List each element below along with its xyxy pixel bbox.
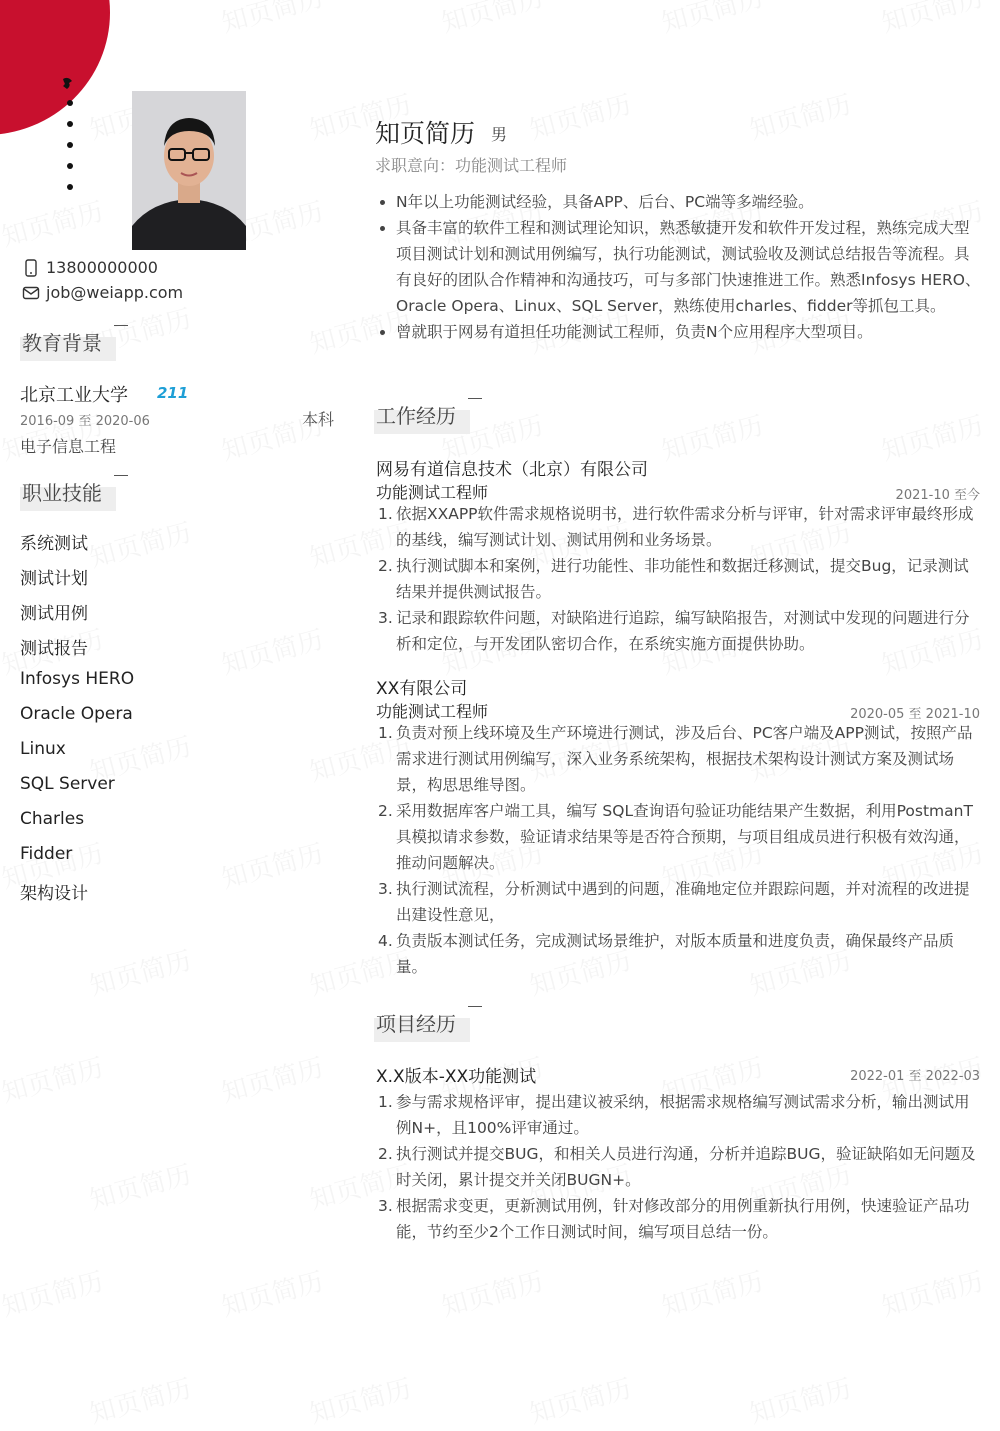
summary-item: N年以上功能测试经验，具备APP、后台、PC端等多端经验。	[376, 189, 981, 215]
watermark-text	[85, 1154, 195, 1217]
phone-icon	[22, 259, 40, 277]
logo-icon	[60, 76, 76, 92]
duty-item: 4. 负责版本测试任务，完成测试场景维护，对版本质量和进度负责，确保最终产品质量。	[378, 932, 955, 976]
job-intention: 求职意向：功能测试工程师	[375, 156, 568, 175]
job-period: 2021-10 至今	[895, 488, 980, 503]
skill-item: 测试报告	[20, 639, 88, 659]
job-duties-list	[376, 720, 981, 980]
summary-item: 具备丰富的软件工程和测试理论知识，熟悉敏捷开发和软件开发过程，熟练完成大型项目测试计划和测试用例编写，执行功能测试，测试验收及测试总结报告等流程。具有良好的团队合作精神和沟通技巧，可与多部门快速推进工作。熟悉Infosys HERO、Oracle Opera、Linux、SQL Server，熟练使用charles、fidder等抓包工具。	[376, 215, 981, 319]
watermark-text	[525, 1368, 635, 1431]
duty-item: 1. 参与需求规格评审，提出建议被采纳，根据需求规格编写测试需求分析，输出测试用例N+，且100%评审通过。	[378, 1093, 970, 1137]
skill-item: 测试计划	[20, 569, 88, 589]
watermark-text	[657, 1261, 767, 1324]
candidate-gender: 男	[491, 125, 508, 144]
skill-item: SQL Server	[20, 774, 115, 794]
watermark-text	[437, 0, 547, 40]
watermark-text	[217, 1047, 327, 1110]
watermark-text	[877, 1261, 987, 1324]
phone-number: 13800000000	[46, 258, 158, 277]
school-name: 北京工业大学	[20, 385, 128, 406]
watermark-text	[0, 1261, 107, 1324]
skill-item: Linux	[20, 739, 66, 759]
job-duties-list	[376, 501, 981, 657]
watermark-text	[217, 833, 327, 896]
education-degree: 本科	[302, 410, 335, 429]
watermark-text	[745, 1368, 855, 1431]
work-section-title: 工作经历	[376, 400, 456, 429]
decorative-dots	[67, 100, 73, 205]
watermark-text	[0, 191, 107, 254]
watermark-text	[745, 84, 855, 147]
duty-item: 3. 根据需求变更，更新测试用例，针对修改部分的用例重新执行用例，快速验证产品功能，节约至少2个工作日测试时间，编写项目总结一份。	[378, 1197, 970, 1241]
watermark-text	[85, 512, 195, 575]
summary-item: 曾就职于网易有道担任功能测试工程师，负责N个应用程序大型项目。	[376, 319, 981, 345]
duty-item: 2. 执行测试脚本和案例，进行功能性、非功能性和数据迁移测试，提交Bug，记录测试结果并提供测试报告。	[378, 557, 969, 601]
mail-icon	[22, 284, 40, 302]
education-section-title: 教育背景	[22, 327, 102, 356]
candidate-name: 知页简历	[375, 119, 476, 148]
watermark-text	[85, 1368, 195, 1431]
skill-item: Oracle Opera	[20, 704, 133, 724]
duty-item: 3. 执行测试流程，分析测试中遇到的问题，准确地定位并跟踪问题，并对流程的改进提出建设性意见，	[378, 880, 970, 924]
watermark-text	[437, 1261, 547, 1324]
duty-item: 2. 采用数据库客户端工具，编写 SQL查询语句验证功能结果产生数据，利用PostmanT具模拟请求参数，验证请求结果等是否符合预期，与项目组成员进行积极有效沟通，推动问题解决。	[378, 802, 973, 872]
watermark-text	[877, 405, 987, 468]
watermark-text	[657, 405, 767, 468]
job-role: 功能测试工程师	[376, 702, 489, 721]
project-duties-list	[376, 1089, 981, 1245]
watermark-text	[0, 1047, 107, 1110]
watermark-text	[217, 619, 327, 682]
skill-item: Fidder	[20, 844, 73, 864]
duty-item: 2. 执行测试并提交BUG，和相关人员进行沟通，分析并追踪BUG，验证缺陷如无问题及时关闭，累计提交并关闭BUGN+。	[378, 1145, 976, 1189]
skill-item: Charles	[20, 809, 85, 829]
education-period: 2016-09 至 2020-06	[20, 414, 150, 429]
education-major: 电子信息工程	[20, 437, 117, 456]
job-period: 2020-05 至 2021-10	[850, 707, 980, 722]
watermark-text	[217, 0, 327, 40]
email-address: job@weiapp.com	[46, 283, 184, 302]
job-company: XX有限公司	[376, 679, 468, 699]
skill-item: 测试用例	[20, 604, 88, 624]
job-role: 功能测试工程师	[376, 483, 489, 502]
duty-item: 3. 记录和跟踪软件问题，对缺陷进行追踪，编写缺陷报告，对测试中发现的问题进行分析和定位，与开发团队密切合作，在系统实施方面提供协助。	[378, 609, 970, 653]
email-contact	[22, 283, 183, 302]
watermark-text	[217, 1261, 327, 1324]
projects-section-title: 项目经历	[376, 1008, 456, 1037]
duty-item: 1. 依据XXAPP软件需求规格说明书，进行软件需求分析与评审，针对需求评审最终形成的基线，编写测试计划、测试用例和业务场景。	[378, 505, 974, 549]
skill-item: 系统测试	[20, 534, 88, 554]
skill-item: 架构设计	[20, 884, 88, 904]
duty-item: 1. 负责对预上线环境及生产环境进行测试，涉及后台、PC客户端及APP测试，按照产品需求进行测试用例编写，深入业务系统架构，根据技术架构设计测试方案及测试场景，构思思维导图。	[378, 724, 973, 794]
school-badge: 211	[157, 384, 189, 402]
watermark-text	[877, 0, 987, 40]
project-name: X.X版本-XX功能测试	[376, 1067, 537, 1087]
watermark-text	[657, 0, 767, 40]
watermark-text	[525, 84, 635, 147]
skill-item: Infosys HERO	[20, 669, 135, 689]
job-company: 网易有道信息技术（北京）有限公司	[376, 460, 648, 480]
phone-contact	[22, 258, 158, 277]
corner-decoration	[0, 0, 110, 135]
summary-list	[376, 189, 981, 345]
avatar	[132, 91, 246, 250]
skills-section-title: 职业技能	[22, 477, 102, 506]
project-period: 2022-01 至 2022-03	[850, 1069, 980, 1084]
watermark-text	[85, 940, 195, 1003]
watermark-text	[305, 1368, 415, 1431]
